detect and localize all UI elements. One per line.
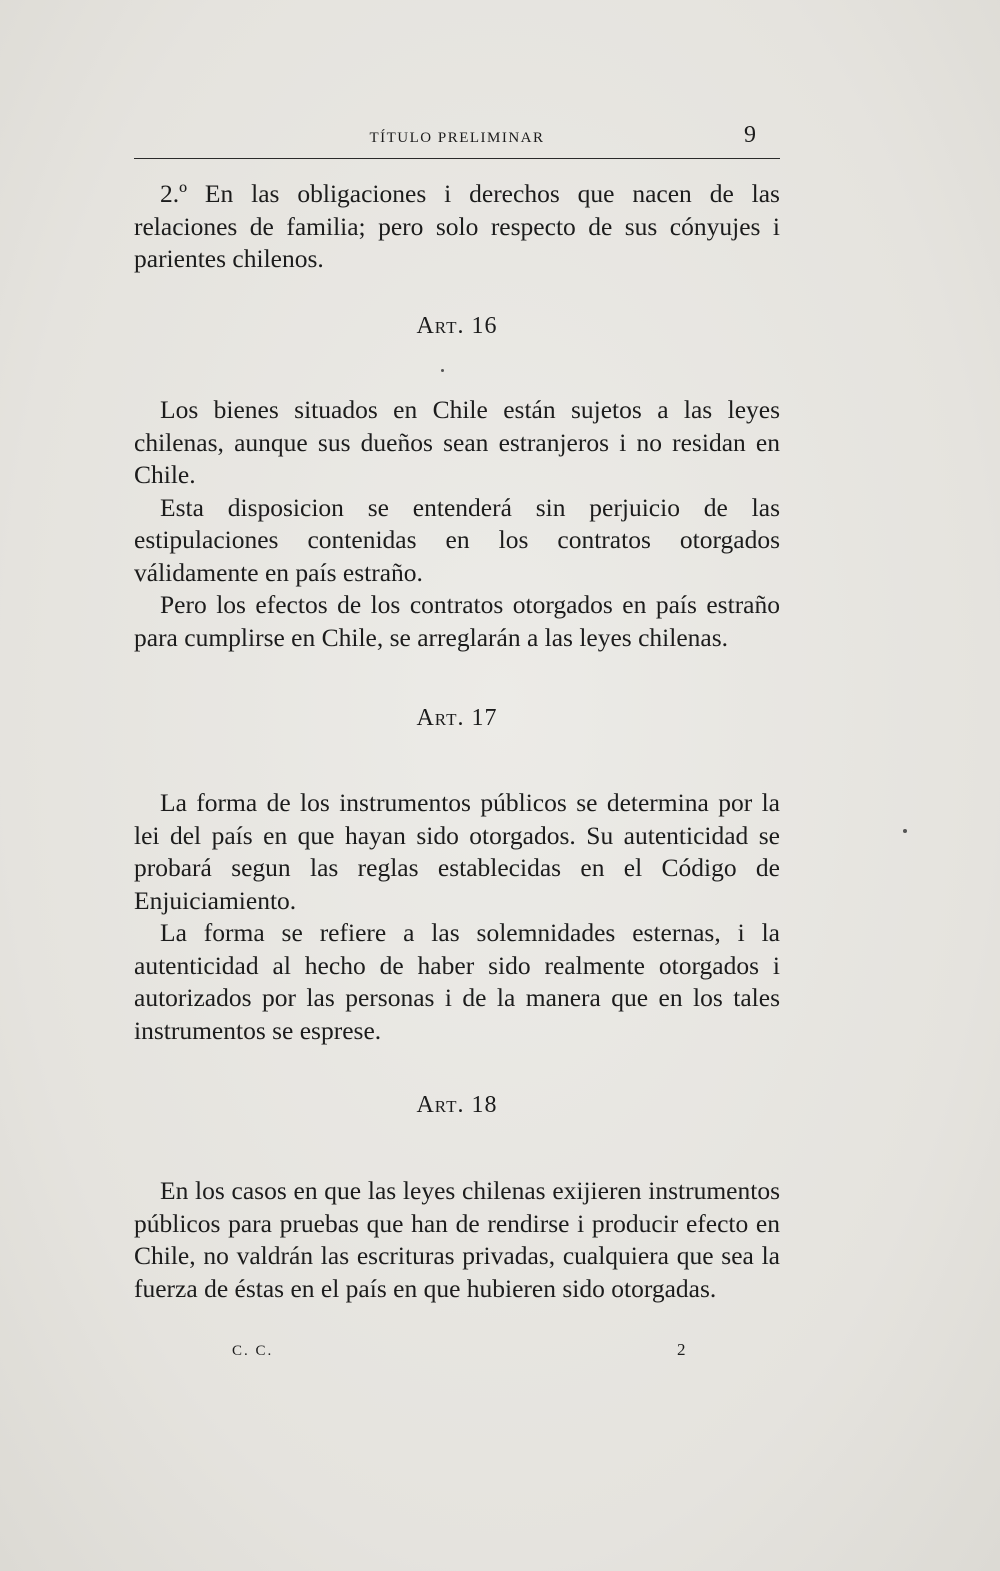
paragraph: Los bienes situados en Chile están sujetos a las leyes chilenas, aunque sus dueños sean estranjeros i no residan en Chile.: [134, 395, 780, 489]
paragraph: En los casos en que las leyes chilenas exijieren instrumentos públicos para pruebas que han de rendirse i producir efecto en Chile, no valdrán las escrituras privadas, cualquiera que sea la fuerza de éstas en el país en que hubieren sido otorgadas.: [134, 1176, 780, 1303]
article-18-body: [134, 1175, 780, 1305]
article-17-heading: Art. 17: [416, 705, 498, 731]
paragraph: 2.º En las obligaciones i derechos que nacen de las relaciones de familia; pero solo respecto de sus cónyujes i parientes chilenos.: [134, 179, 780, 273]
article-17-body: [134, 787, 780, 1047]
article-16-body: [134, 394, 780, 654]
page-number: 9: [744, 122, 756, 148]
continued-list-item: [134, 178, 780, 276]
paragraph: La forma se refiere a las solemnidades esternas, i la autenticidad al hecho de haber sido realmente otorgados i autorizados por las personas i de la manera que en los tales instrumentos se esprese.: [134, 918, 780, 1045]
paragraph: Esta disposicion se entenderá sin perjuicio de las estipulaciones contenidas en los contratos otorgados válidamente en país estraño.: [134, 492, 780, 587]
gathering-folio: 2: [677, 1340, 686, 1359]
running-title: TÍTULO PRELIMINAR: [369, 130, 545, 146]
article-18-heading: Art. 18: [416, 1092, 498, 1118]
paragraph: Pero los efectos de los contratos otorgados en país estraño para cumplirse en Chile, se arreglarán a las leyes chilenas.: [134, 590, 780, 652]
paper-speck: [903, 829, 907, 833]
paragraph: La forma de los instrumentos públicos se determina por la lei del país en que hayan sido otorgados. Su autenticidad se probará segun las reglas establecidas en el Código de Enjuiciamiento.: [134, 788, 780, 915]
printer-signature: C. C.: [232, 1343, 274, 1359]
article-16-heading: Art. 16: [416, 313, 498, 339]
page-header: [134, 122, 780, 159]
paper-speck: [441, 369, 444, 372]
